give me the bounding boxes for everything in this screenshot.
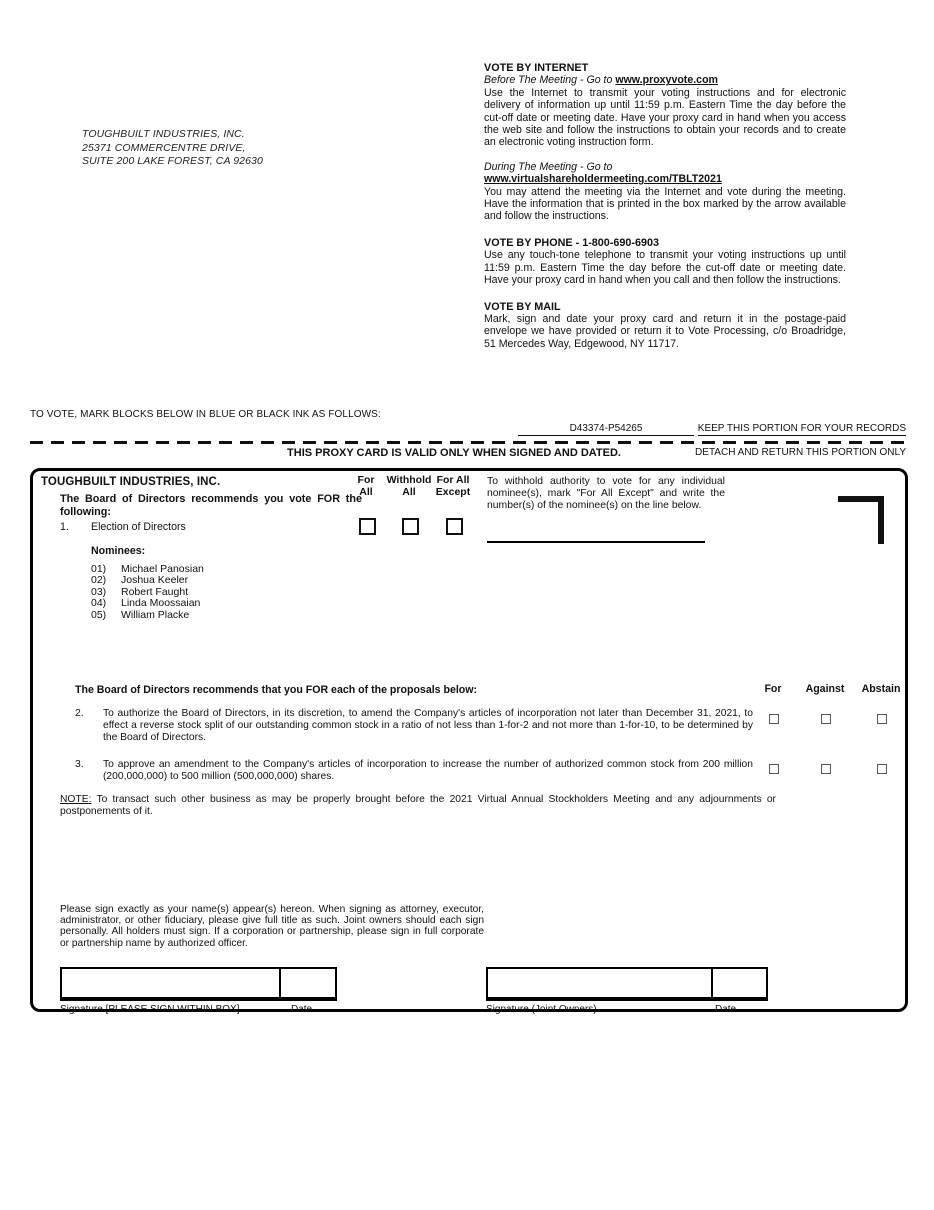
date-joint-box[interactable] [711,967,768,1001]
vote-by-mail-title: VOTE BY MAIL [484,300,561,313]
during-goto-text: - Go to [577,160,613,173]
proposal-2-number: 2. [75,708,84,719]
board-recommendation-1: The Board of Directors recommends you vote FOR the following: [60,493,362,518]
control-code: D43374-P54265 [518,423,694,436]
vote-instructions [484,62,846,350]
column-header-against: Against [805,683,845,695]
signature-instructions: Please sign exactly as your name(s) appear(s) hereon. When signing as attorney, executor, administrator, or other fiduciary, please give full title as such. Joint owners should each sign personally. All holders must sign. If a corporation or partnership, please sign in full corporate or partnership name by authorized officer. [60,904,484,949]
checkbox-proposal2-for[interactable] [769,714,779,724]
signature-primary-box[interactable] [60,967,281,1001]
phone-instructions-text: Use any touch-tone telephone to transmit your voting instructions up until 11:59 p.m. Eastern Time the day before the cut-off date or meeting date. Have your proxy card in hand when you call and then follow the instructions. [484,249,846,287]
checkbox-proposal2-abstain[interactable] [877,714,887,724]
checkbox-for-all-except[interactable] [446,518,463,535]
mark-instruction: TO VOTE, MARK BLOCKS BELOW IN BLUE OR BLACK INK AS FOLLOWS: [30,409,381,420]
vote-by-internet-title: VOTE BY INTERNET [484,62,589,74]
nominee-row: 01) Michael Panosian [91,563,204,575]
proposal-3-number: 3. [75,759,84,770]
vote-by-phone-title: VOTE BY PHONE - 1-800-690-6903 [484,236,660,249]
control-row [30,423,908,438]
checkbox-proposal3-abstain[interactable] [877,764,887,774]
for-all-except-writein-line[interactable] [487,541,705,543]
keep-portion-text: KEEP THIS PORTION FOR YOUR RECORDS [697,423,906,434]
during-meeting-line [484,161,846,186]
sender-street: 25371 COMMERCENTRE DRIVE, [82,141,246,154]
column-header-for-all: For All [357,474,375,498]
note-text: To transact such other business as may be properly brought before the 2021 Virtual Annual Stockholders Meeting and any adjournments or postponements of it. [60,794,776,817]
date-joint-label: Date [715,1004,737,1015]
during-instructions-text: You may attend the meeting via the Internet and vote during the meeting. Have the information that is printed in the box marked by the arrow available and follow the instructions. [484,185,846,223]
nominee-row: 04) Linda Moossaian [91,597,201,610]
card-company-name: TOUGHBUILT INDUSTRIES, INC. [41,476,221,488]
nominees-heading: Nominees: [91,545,146,557]
during-meeting-label: During The Meeting [484,160,578,173]
nominee-row: 05) William Placke [91,608,190,621]
detach-dashed-line [30,441,908,444]
checkbox-proposal3-for[interactable] [769,764,779,774]
date-primary-box[interactable] [279,967,337,1001]
column-header-abstain: Abstain [861,683,901,695]
note-label: NOTE: [60,794,92,805]
virtual-meeting-link[interactable]: www.virtualshareholdermeeting.com/TBLT2021 [484,173,722,186]
proposal-3-text: To approve an amendment to the Company's articles of incorporation to increase the number of authorized common stock from 200 million (200,000,000) to 500 million (500,000,000) shares. [103,759,753,783]
sender-company: TOUGHBUILT INDUSTRIES, INC. [82,128,245,140]
checkbox-proposal3-against[interactable] [821,764,831,774]
item-1-label: Election of Directors [91,521,186,533]
detach-portion-text: DETACH AND RETURN THIS PORTION ONLY [695,447,906,458]
proposal-2-text: To authorize the Board of Directors, in its discretion, to amend the Company's articles of incorporation not later than December 31, 2021, to effect a reverse stock split of our outstanding common stock in a ratio of not less than 1-for-2 and not more than 1-for-10, to be determined by the Board of Directors. [103,708,753,744]
column-header-for-all-except: For All Except [435,474,471,498]
proxyvote-link[interactable]: www.proxyvote.com [615,74,718,87]
nominee-row: 03) Robert Faught [91,585,189,598]
signature-joint-box[interactable] [486,967,713,1001]
before-meeting-label: Before The Meeting [484,74,578,87]
board-recommendation-2: The Board of Directors recommends that you FOR each of the proposals below: [75,684,478,696]
proxy-card [30,468,908,1015]
checkbox-proposal2-against[interactable] [821,714,831,724]
signature-primary-label: Signature [PLEASE SIGN WITHIN BOX] [60,1004,240,1015]
sender-address [82,128,263,169]
column-header-withhold-all: Withhold All [386,474,432,498]
other-business-note [60,794,776,818]
checkbox-withhold-all[interactable] [402,518,419,535]
internet-instructions-text: Use the Internet to transmit your voting instructions and for electronic delivery of information up until 11:59 p.m. Eastern Time the day before the cut-off date or meeting date. Have your proxy card in hand when you access the web site and follow the instructions to obtain your records and to create an electronic voting instruction form. [484,86,846,149]
date-primary-label: Date [291,1004,313,1015]
valid-notice: THIS PROXY CARD IS VALID ONLY WHEN SIGNED AND DATED. [287,447,621,459]
nominee-row: 02) Joshua Keeler [91,574,189,587]
sender-city: SUITE 200 LAKE FOREST, CA 92630 [82,155,263,167]
column-header-for: For [764,683,782,695]
nominees-list [91,564,204,621]
withhold-authority-note: To withhold authority to vote for any individual nominee(s), mark "For All Except" and write the number(s) of the nominee(s) on the line below. [487,476,725,511]
before-meeting-line [484,74,846,86]
corner-bracket-mark [838,496,884,544]
mail-instructions-text: Mark, sign and date your proxy card and return it in the postage-paid envelope we have provided or return it to Vote Processing, c/o Broadridge, 51 Mercedes Way, Edgewood, NY 11717. [484,312,846,350]
goto-text: - Go to [577,74,616,87]
signature-joint-label: Signature (Joint Owners) [486,1004,597,1015]
checkbox-for-all[interactable] [359,518,376,535]
item-1-number: 1. [60,521,69,533]
